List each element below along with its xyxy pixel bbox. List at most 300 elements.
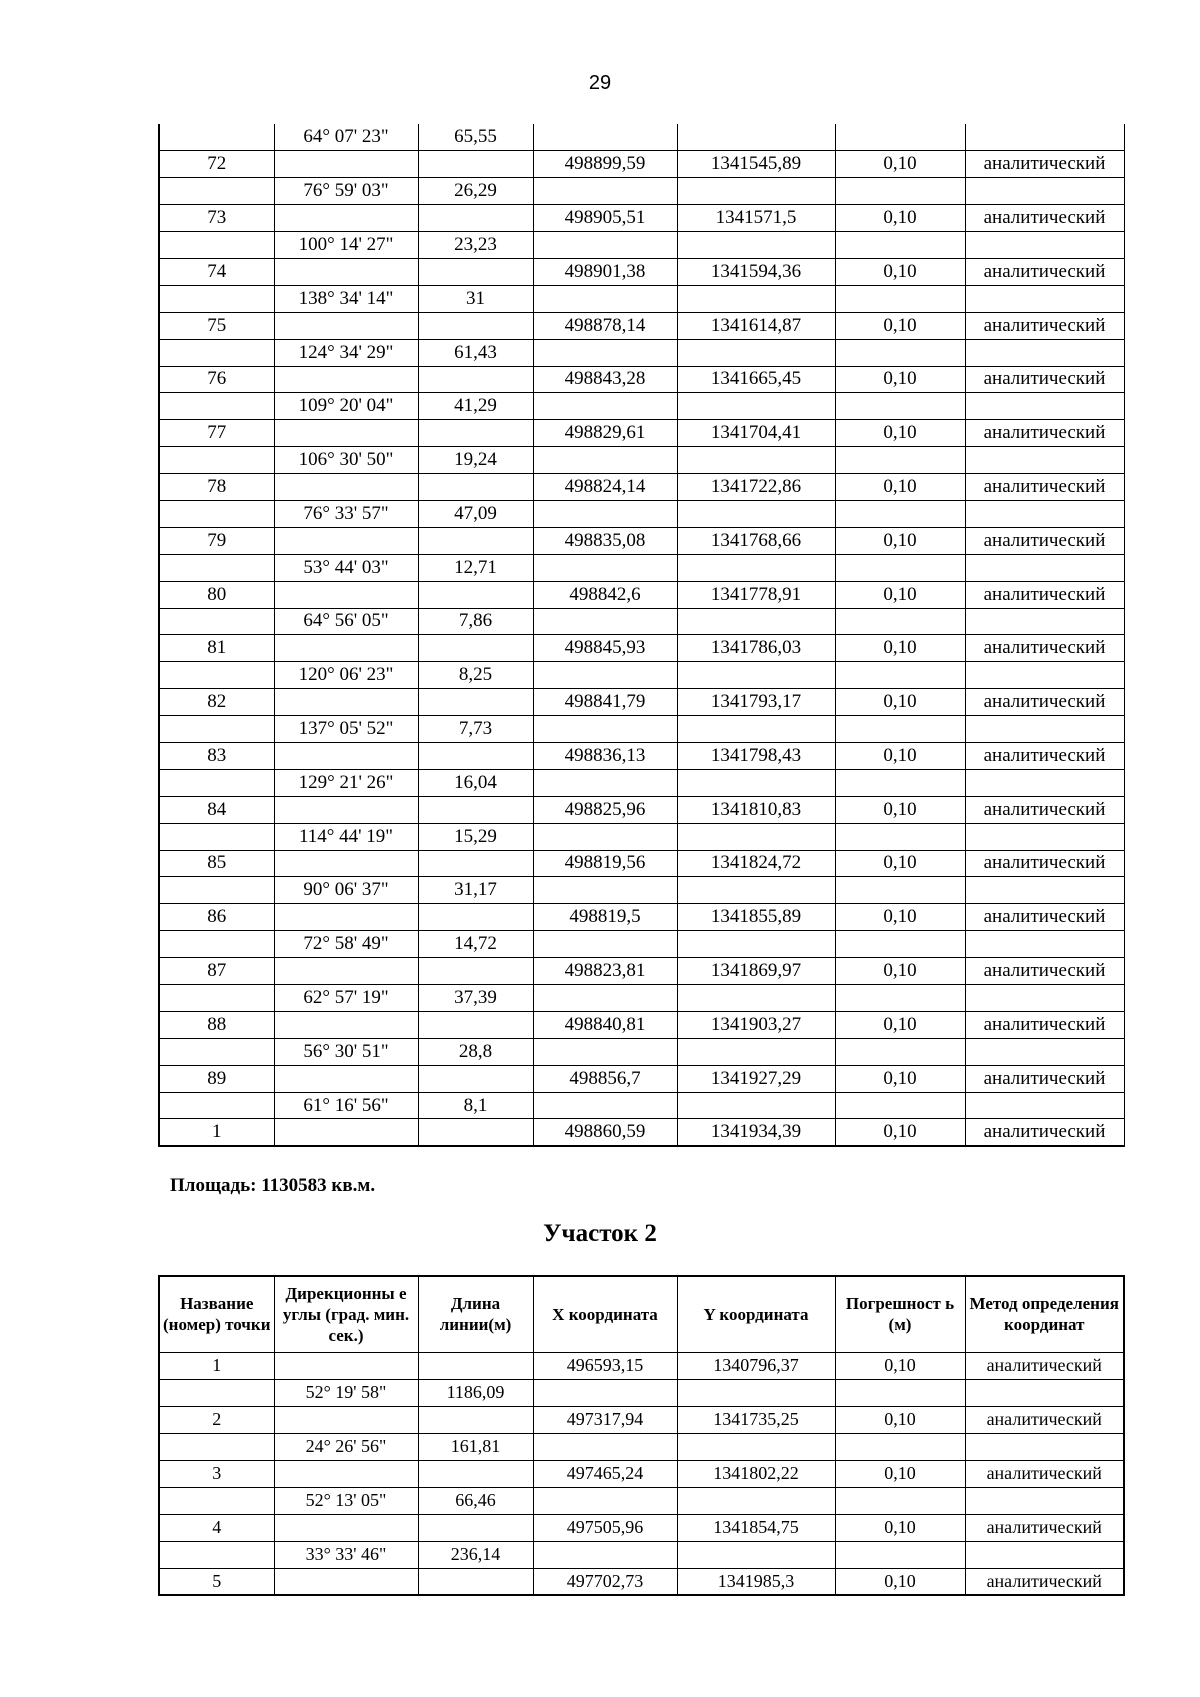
y-coordinate-cell xyxy=(677,178,835,205)
line-length-cell xyxy=(418,958,533,985)
method-cell: аналитический xyxy=(965,151,1124,178)
method-cell xyxy=(965,393,1124,420)
method-cell xyxy=(965,1541,1124,1568)
direction-angle-cell xyxy=(274,1352,418,1379)
point-name-cell: 78 xyxy=(159,474,274,501)
line-length-cell: 41,29 xyxy=(418,393,533,420)
line-length-cell: 8,25 xyxy=(418,662,533,689)
line-length-cell xyxy=(418,258,533,285)
method-cell xyxy=(965,1038,1124,1065)
table-row xyxy=(159,608,1124,635)
header-error: Погрешност ь (м) xyxy=(835,1276,965,1352)
table-row xyxy=(159,151,1124,178)
line-length-cell xyxy=(418,904,533,931)
error-cell xyxy=(835,1038,965,1065)
direction-angle-cell xyxy=(274,1406,418,1433)
point-name-cell xyxy=(159,823,274,850)
y-coordinate-cell: 1341768,66 xyxy=(677,527,835,554)
table-row xyxy=(159,1568,1124,1595)
method-cell: аналитический xyxy=(965,420,1124,447)
error-cell: 0,10 xyxy=(835,850,965,877)
x-coordinate-cell xyxy=(533,1379,677,1406)
direction-angle-cell xyxy=(274,904,418,931)
x-coordinate-cell: 498878,14 xyxy=(533,312,677,339)
point-name-cell: 85 xyxy=(159,850,274,877)
point-name-cell: 1 xyxy=(159,1352,274,1379)
direction-angle-cell xyxy=(274,742,418,769)
direction-angle-cell: 100° 14' 27" xyxy=(274,232,418,259)
table-row xyxy=(159,1487,1124,1514)
x-coordinate-cell xyxy=(533,447,677,474)
x-coordinate-cell: 498899,59 xyxy=(533,151,677,178)
point-name-cell: 82 xyxy=(159,689,274,716)
x-coordinate-cell xyxy=(533,1433,677,1460)
point-name-cell: 72 xyxy=(159,151,274,178)
error-cell xyxy=(835,1487,965,1514)
plot-2-table-body xyxy=(159,1352,1124,1595)
method-cell xyxy=(965,285,1124,312)
line-length-cell: 8,1 xyxy=(418,1092,533,1119)
point-name-cell xyxy=(159,232,274,259)
y-coordinate-cell: 1341985,3 xyxy=(677,1568,835,1595)
x-coordinate-cell: 498824,14 xyxy=(533,474,677,501)
line-length-cell xyxy=(418,474,533,501)
direction-angle-cell: 120° 06' 23" xyxy=(274,662,418,689)
line-length-cell: 7,86 xyxy=(418,608,533,635)
x-coordinate-cell xyxy=(533,769,677,796)
point-name-cell xyxy=(159,447,274,474)
method-cell: аналитический xyxy=(965,527,1124,554)
error-cell: 0,10 xyxy=(835,796,965,823)
error-cell xyxy=(835,877,965,904)
error-cell xyxy=(835,285,965,312)
table-row xyxy=(159,1460,1124,1487)
table-row xyxy=(159,1119,1124,1146)
error-cell: 0,10 xyxy=(835,742,965,769)
line-length-cell: 66,46 xyxy=(418,1487,533,1514)
line-length-cell xyxy=(418,1011,533,1038)
method-cell: аналитический xyxy=(965,366,1124,393)
x-coordinate-cell: 498819,56 xyxy=(533,850,677,877)
y-coordinate-cell xyxy=(677,608,835,635)
y-coordinate-cell xyxy=(677,124,835,151)
point-name-cell: 89 xyxy=(159,1065,274,1092)
line-length-cell: 236,14 xyxy=(418,1541,533,1568)
direction-angle-cell: 109° 20' 04" xyxy=(274,393,418,420)
error-cell xyxy=(835,339,965,366)
error-cell: 0,10 xyxy=(835,1406,965,1433)
page-number: 29 xyxy=(588,72,612,94)
point-name-cell xyxy=(159,769,274,796)
y-coordinate-cell xyxy=(677,1092,835,1119)
line-length-cell xyxy=(418,151,533,178)
y-coordinate-cell: 1341810,83 xyxy=(677,796,835,823)
x-coordinate-cell: 498842,6 xyxy=(533,581,677,608)
line-length-cell xyxy=(418,581,533,608)
line-length-cell xyxy=(418,1119,533,1146)
point-name-cell: 5 xyxy=(159,1568,274,1595)
y-coordinate-cell: 1341802,22 xyxy=(677,1460,835,1487)
error-cell: 0,10 xyxy=(835,635,965,662)
point-name-cell: 75 xyxy=(159,312,274,339)
point-name-cell: 77 xyxy=(159,420,274,447)
y-coordinate-cell: 1341786,03 xyxy=(677,635,835,662)
x-coordinate-cell: 498841,79 xyxy=(533,689,677,716)
error-cell: 0,10 xyxy=(835,1568,965,1595)
x-coordinate-cell xyxy=(533,232,677,259)
method-cell xyxy=(965,232,1124,259)
y-coordinate-cell xyxy=(677,1541,835,1568)
point-name-cell xyxy=(159,178,274,205)
y-coordinate-cell: 1341824,72 xyxy=(677,850,835,877)
table-row xyxy=(159,904,1124,931)
point-name-cell: 74 xyxy=(159,258,274,285)
method-cell xyxy=(965,985,1124,1012)
x-coordinate-cell xyxy=(533,877,677,904)
error-cell: 0,10 xyxy=(835,1119,965,1146)
line-length-cell xyxy=(418,1460,533,1487)
point-name-cell xyxy=(159,554,274,581)
direction-angle-cell xyxy=(274,205,418,232)
method-cell: аналитический xyxy=(965,1406,1124,1433)
direction-angle-cell: 53° 44' 03" xyxy=(274,554,418,581)
line-length-cell xyxy=(418,796,533,823)
point-name-cell: 3 xyxy=(159,1460,274,1487)
x-coordinate-cell: 498905,51 xyxy=(533,205,677,232)
line-length-cell: 14,72 xyxy=(418,931,533,958)
header-y-coordinate: Y координата xyxy=(677,1276,835,1352)
error-cell xyxy=(835,985,965,1012)
error-cell xyxy=(835,500,965,527)
method-cell xyxy=(965,931,1124,958)
direction-angle-cell: 62° 57' 19" xyxy=(274,985,418,1012)
header-point-name: Название (номер) точки xyxy=(159,1276,274,1352)
point-name-cell xyxy=(159,931,274,958)
y-coordinate-cell xyxy=(677,877,835,904)
point-name-cell xyxy=(159,124,274,151)
table-row xyxy=(159,823,1124,850)
error-cell xyxy=(835,608,965,635)
method-cell xyxy=(965,1433,1124,1460)
method-cell: аналитический xyxy=(965,1065,1124,1092)
direction-angle-cell: 76° 33' 57" xyxy=(274,500,418,527)
section-title: Участок 2 xyxy=(543,1220,657,1247)
header-method: Метод определения координат xyxy=(965,1276,1124,1352)
direction-angle-cell: 138° 34' 14" xyxy=(274,285,418,312)
direction-angle-cell: 124° 34' 29" xyxy=(274,339,418,366)
table-row xyxy=(159,877,1124,904)
x-coordinate-cell: 498856,7 xyxy=(533,1065,677,1092)
direction-angle-cell xyxy=(274,151,418,178)
line-length-cell xyxy=(418,1406,533,1433)
direction-angle-cell xyxy=(274,1011,418,1038)
point-name-cell: 88 xyxy=(159,1011,274,1038)
table-row xyxy=(159,1541,1124,1568)
y-coordinate-cell: 1341665,45 xyxy=(677,366,835,393)
x-coordinate-cell: 498860,59 xyxy=(533,1119,677,1146)
method-cell xyxy=(965,339,1124,366)
error-cell xyxy=(835,1092,965,1119)
y-coordinate-cell: 1341545,89 xyxy=(677,151,835,178)
line-length-cell xyxy=(418,312,533,339)
method-cell: аналитический xyxy=(965,1119,1124,1146)
table-row xyxy=(159,285,1124,312)
line-length-cell: 31,17 xyxy=(418,877,533,904)
x-coordinate-cell xyxy=(533,554,677,581)
error-cell: 0,10 xyxy=(835,958,965,985)
y-coordinate-cell: 1341704,41 xyxy=(677,420,835,447)
direction-angle-cell: 64° 07' 23" xyxy=(274,124,418,151)
method-cell: аналитический xyxy=(965,205,1124,232)
direction-angle-cell: 52° 19' 58" xyxy=(274,1379,418,1406)
error-cell xyxy=(835,447,965,474)
x-coordinate-cell xyxy=(533,931,677,958)
direction-angle-cell xyxy=(274,635,418,662)
method-cell xyxy=(965,662,1124,689)
y-coordinate-cell: 1341778,91 xyxy=(677,581,835,608)
error-cell xyxy=(835,823,965,850)
line-length-cell: 1186,09 xyxy=(418,1379,533,1406)
line-length-cell: 23,23 xyxy=(418,232,533,259)
line-length-cell xyxy=(418,1065,533,1092)
table-row xyxy=(159,850,1124,877)
direction-angle-cell xyxy=(274,420,418,447)
method-cell: аналитический xyxy=(965,796,1124,823)
table-row xyxy=(159,1433,1124,1460)
y-coordinate-cell: 1341793,17 xyxy=(677,689,835,716)
point-name-cell: 86 xyxy=(159,904,274,931)
error-cell xyxy=(835,393,965,420)
y-coordinate-cell: 1341798,43 xyxy=(677,742,835,769)
method-cell xyxy=(965,1092,1124,1119)
line-length-cell: 7,73 xyxy=(418,716,533,743)
table-row xyxy=(159,985,1124,1012)
point-name-cell: 87 xyxy=(159,958,274,985)
y-coordinate-cell xyxy=(677,393,835,420)
error-cell: 0,10 xyxy=(835,904,965,931)
method-cell xyxy=(965,1379,1124,1406)
y-coordinate-cell xyxy=(677,823,835,850)
direction-angle-cell xyxy=(274,474,418,501)
x-coordinate-cell: 496593,15 xyxy=(533,1352,677,1379)
point-name-cell xyxy=(159,1038,274,1065)
error-cell: 0,10 xyxy=(835,1011,965,1038)
y-coordinate-cell xyxy=(677,1379,835,1406)
x-coordinate-cell xyxy=(533,985,677,1012)
table-row xyxy=(159,1011,1124,1038)
method-cell xyxy=(965,554,1124,581)
method-cell: аналитический xyxy=(965,1568,1124,1595)
point-name-cell xyxy=(159,1379,274,1406)
direction-angle-cell: 90° 06' 37" xyxy=(274,877,418,904)
method-cell xyxy=(965,178,1124,205)
table-header-row xyxy=(159,1276,1124,1352)
table-row xyxy=(159,339,1124,366)
y-coordinate-cell xyxy=(677,985,835,1012)
line-length-cell xyxy=(418,1514,533,1541)
method-cell xyxy=(965,1487,1124,1514)
method-cell: аналитический xyxy=(965,958,1124,985)
table-row xyxy=(159,474,1124,501)
point-name-cell xyxy=(159,662,274,689)
line-length-cell: 12,71 xyxy=(418,554,533,581)
line-length-cell: 65,55 xyxy=(418,124,533,151)
method-cell: аналитический xyxy=(965,581,1124,608)
method-cell xyxy=(965,500,1124,527)
table-row xyxy=(159,1406,1124,1433)
point-name-cell xyxy=(159,285,274,312)
error-cell xyxy=(835,1541,965,1568)
direction-angle-cell xyxy=(274,958,418,985)
table-row xyxy=(159,662,1124,689)
line-length-cell xyxy=(418,689,533,716)
direction-angle-cell: 52° 13' 05" xyxy=(274,1487,418,1514)
line-length-cell: 28,8 xyxy=(418,1038,533,1065)
method-cell xyxy=(965,877,1124,904)
table-row xyxy=(159,1038,1124,1065)
method-cell xyxy=(965,716,1124,743)
x-coordinate-cell xyxy=(533,285,677,312)
header-direction-angles: Дирекционны е углы (град. мин. сек.) xyxy=(274,1276,418,1352)
x-coordinate-cell xyxy=(533,500,677,527)
error-cell: 0,10 xyxy=(835,312,965,339)
y-coordinate-cell xyxy=(677,285,835,312)
point-name-cell: 83 xyxy=(159,742,274,769)
direction-angle-cell xyxy=(274,366,418,393)
error-cell: 0,10 xyxy=(835,258,965,285)
error-cell: 0,10 xyxy=(835,420,965,447)
method-cell: аналитический xyxy=(965,742,1124,769)
method-cell: аналитический xyxy=(965,1514,1124,1541)
line-length-cell: 31 xyxy=(418,285,533,312)
x-coordinate-cell xyxy=(533,823,677,850)
direction-angle-cell: 114° 44' 19" xyxy=(274,823,418,850)
line-length-cell xyxy=(418,366,533,393)
x-coordinate-cell xyxy=(533,339,677,366)
method-cell: аналитический xyxy=(965,1011,1124,1038)
x-coordinate-cell: 497702,73 xyxy=(533,1568,677,1595)
line-length-cell xyxy=(418,635,533,662)
error-cell xyxy=(835,769,965,796)
table-row xyxy=(159,796,1124,823)
x-coordinate-cell: 497505,96 xyxy=(533,1514,677,1541)
table-row xyxy=(159,716,1124,743)
y-coordinate-cell xyxy=(677,1038,835,1065)
direction-angle-cell xyxy=(274,796,418,823)
point-name-cell: 4 xyxy=(159,1514,274,1541)
table-row xyxy=(159,1065,1124,1092)
line-length-cell: 37,39 xyxy=(418,985,533,1012)
method-cell: аналитический xyxy=(965,1352,1124,1379)
line-length-cell: 26,29 xyxy=(418,178,533,205)
method-cell: аналитический xyxy=(965,1460,1124,1487)
method-cell xyxy=(965,823,1124,850)
y-coordinate-cell: 1341927,29 xyxy=(677,1065,835,1092)
direction-angle-cell xyxy=(274,1568,418,1595)
point-name-cell xyxy=(159,716,274,743)
direction-angle-cell: 106° 30' 50" xyxy=(274,447,418,474)
x-coordinate-cell xyxy=(533,178,677,205)
table-row xyxy=(159,124,1124,151)
table-row xyxy=(159,742,1124,769)
coordinates-table-continued xyxy=(158,124,1125,1147)
point-name-cell xyxy=(159,985,274,1012)
table-row xyxy=(159,1379,1124,1406)
table-row xyxy=(159,178,1124,205)
table-row xyxy=(159,420,1124,447)
point-name-cell xyxy=(159,1092,274,1119)
direction-angle-cell xyxy=(274,689,418,716)
y-coordinate-cell: 1341571,5 xyxy=(677,205,835,232)
method-cell xyxy=(965,124,1124,151)
error-cell xyxy=(835,716,965,743)
table-row xyxy=(159,931,1124,958)
table-row xyxy=(159,1514,1124,1541)
y-coordinate-cell: 1341903,27 xyxy=(677,1011,835,1038)
x-coordinate-cell: 498835,08 xyxy=(533,527,677,554)
point-name-cell xyxy=(159,1541,274,1568)
x-coordinate-cell: 498843,28 xyxy=(533,366,677,393)
direction-angle-cell: 76° 59' 03" xyxy=(274,178,418,205)
line-length-cell: 19,24 xyxy=(418,447,533,474)
error-cell: 0,10 xyxy=(835,205,965,232)
y-coordinate-cell xyxy=(677,339,835,366)
error-cell xyxy=(835,178,965,205)
point-name-cell: 73 xyxy=(159,205,274,232)
direction-angle-cell: 61° 16' 56" xyxy=(274,1092,418,1119)
plot-2-coordinates-table xyxy=(158,1275,1125,1596)
y-coordinate-cell: 1341855,89 xyxy=(677,904,835,931)
table-row xyxy=(159,500,1124,527)
direction-angle-cell: 137° 05' 52" xyxy=(274,716,418,743)
method-cell: аналитический xyxy=(965,635,1124,662)
point-name-cell xyxy=(159,500,274,527)
line-length-cell xyxy=(418,850,533,877)
error-cell: 0,10 xyxy=(835,1352,965,1379)
table-row xyxy=(159,366,1124,393)
point-name-cell: 76 xyxy=(159,366,274,393)
table-row xyxy=(159,689,1124,716)
line-length-cell: 16,04 xyxy=(418,769,533,796)
error-cell: 0,10 xyxy=(835,581,965,608)
x-coordinate-cell: 498840,81 xyxy=(533,1011,677,1038)
direction-angle-cell xyxy=(274,581,418,608)
line-length-cell xyxy=(418,742,533,769)
error-cell xyxy=(835,1379,965,1406)
direction-angle-cell xyxy=(274,1065,418,1092)
direction-angle-cell: 129° 21' 26" xyxy=(274,769,418,796)
point-name-cell: 84 xyxy=(159,796,274,823)
line-length-cell xyxy=(418,205,533,232)
y-coordinate-cell: 1341722,86 xyxy=(677,474,835,501)
error-cell: 0,10 xyxy=(835,1460,965,1487)
y-coordinate-cell xyxy=(677,716,835,743)
error-cell xyxy=(835,232,965,259)
line-length-cell: 47,09 xyxy=(418,500,533,527)
table-row xyxy=(159,554,1124,581)
y-coordinate-cell: 1341869,97 xyxy=(677,958,835,985)
direction-angle-cell: 24° 26' 56" xyxy=(274,1433,418,1460)
y-coordinate-cell: 1341854,75 xyxy=(677,1514,835,1541)
error-cell xyxy=(835,124,965,151)
method-cell: аналитический xyxy=(965,312,1124,339)
point-name-cell: 80 xyxy=(159,581,274,608)
y-coordinate-cell xyxy=(677,769,835,796)
table-row xyxy=(159,527,1124,554)
direction-angle-cell: 72° 58' 49" xyxy=(274,931,418,958)
table-row xyxy=(159,232,1124,259)
method-cell: аналитический xyxy=(965,689,1124,716)
